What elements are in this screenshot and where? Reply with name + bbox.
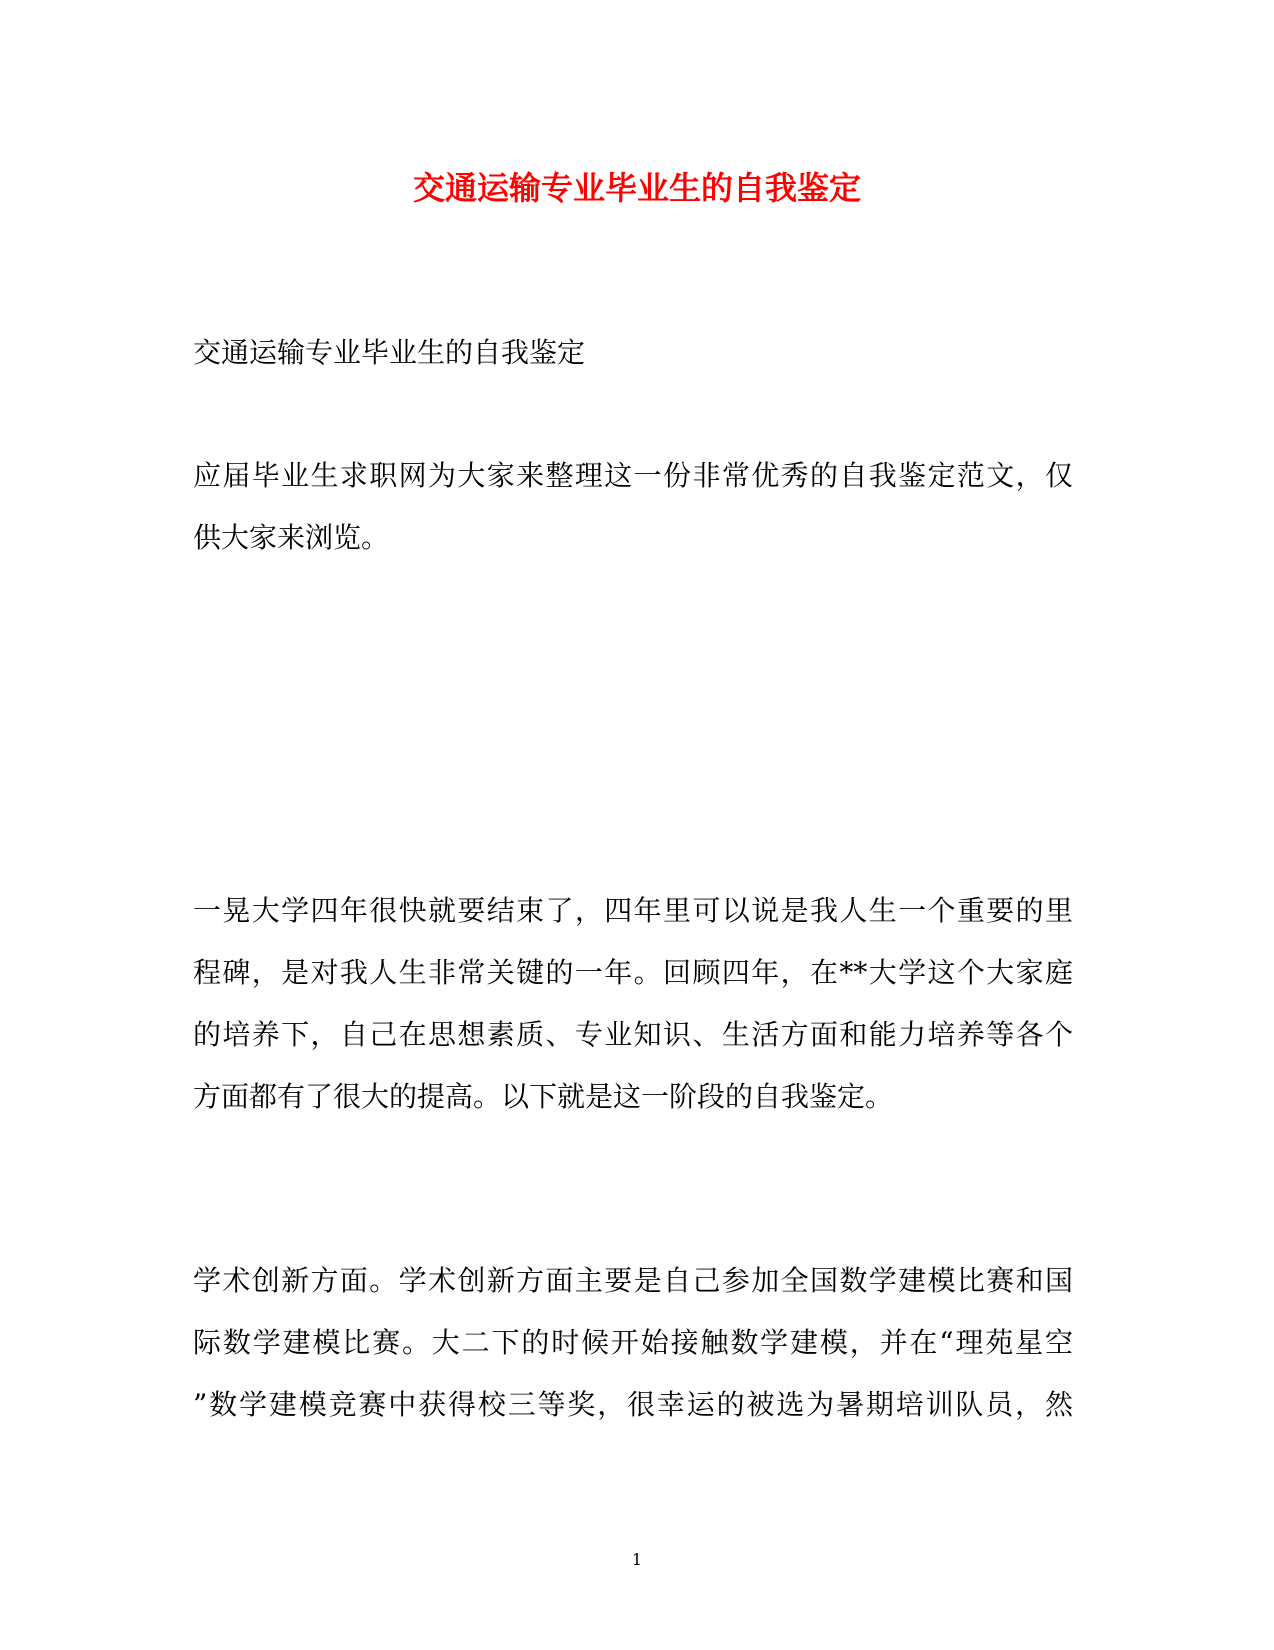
paragraph1-line-1: 一晃大学四年很快就要结束了，四年里可以说是我人生一个重要的里 [193, 894, 1073, 927]
intro-paragraph [193, 445, 1073, 569]
document-title: 交通运输专业毕业生的自我鉴定 [412, 169, 861, 207]
paragraph1-line-2: 程碑，是对我人生非常关键的一年。回顾四年，在**大学这个大家庭 [193, 956, 1073, 989]
paragraph2-line-2: 际数学建模比赛。大二下的时候开始接触数学建模，并在“理苑星空 [193, 1326, 1073, 1359]
intro-line-1: 应届毕业生求职网为大家来整理这一份非常优秀的自我鉴定范文，仅 [193, 459, 1073, 492]
paragraph1-line-4: 方面都有了很大的提高。以下就是这一阶段的自我鉴定。 [193, 1080, 894, 1113]
paragraph2-line-1: 学术创新方面。学术创新方面主要是自己参加全国数学建模比赛和国 [193, 1264, 1073, 1297]
document-subtitle [193, 322, 1073, 384]
paragraph2-line-3: ”数学建模竞赛中获得校三等奖，很幸运的被选为暑期培训队员，然 [193, 1388, 1073, 1421]
body-paragraph-1 [193, 880, 1073, 1128]
page-number: 1 [631, 1550, 643, 1569]
paragraph1-line-3: 的培养下，自己在思想素质、专业知识、生活方面和能力培养等各个 [193, 1018, 1073, 1051]
subtitle-line: 交通运输专业毕业生的自我鉴定 [193, 336, 586, 369]
intro-line-2: 供大家来浏览。 [193, 521, 390, 554]
body-paragraph-2 [193, 1250, 1073, 1436]
